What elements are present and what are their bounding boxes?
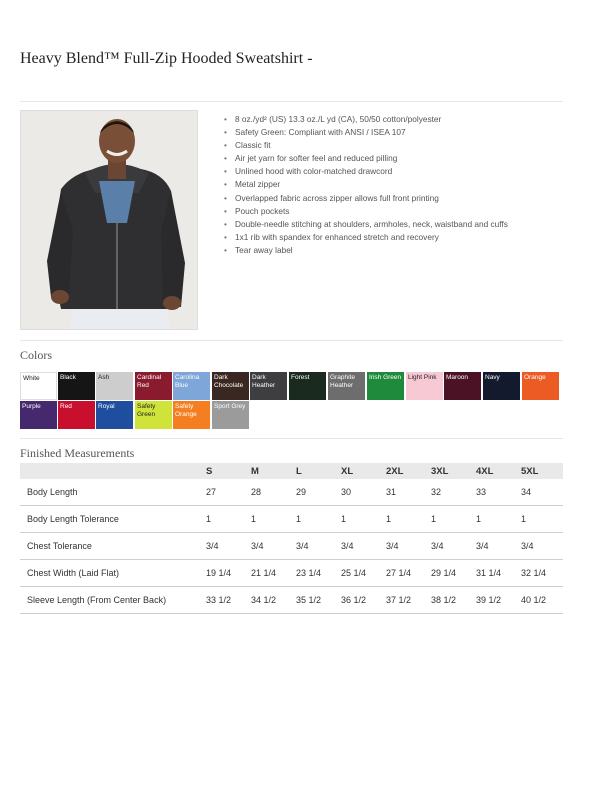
table-row bbox=[20, 479, 563, 506]
table-cell: 1 bbox=[335, 506, 380, 533]
table-cell: 33 bbox=[470, 479, 515, 506]
swatch-label: Safety Green bbox=[137, 403, 156, 418]
table-cell: 39 1/2 bbox=[470, 587, 515, 614]
feature-item: • Tear away label bbox=[224, 245, 534, 256]
row-label: Body Length bbox=[20, 479, 200, 506]
color-swatch[interactable] bbox=[367, 372, 404, 400]
table-cell: 1 bbox=[290, 506, 335, 533]
table-cell: 32 1/4 bbox=[515, 560, 563, 587]
swatch-label: Black bbox=[60, 374, 76, 381]
color-swatch[interactable] bbox=[522, 372, 559, 400]
color-swatch[interactable] bbox=[444, 372, 481, 400]
table-cell: 30 bbox=[335, 479, 380, 506]
color-swatch[interactable] bbox=[250, 372, 287, 400]
color-swatch[interactable] bbox=[96, 401, 133, 429]
table-cell: 1 bbox=[380, 506, 425, 533]
color-swatch[interactable] bbox=[96, 372, 133, 400]
measurements-heading: Finished Measurements bbox=[20, 446, 135, 460]
color-swatch[interactable] bbox=[58, 401, 95, 429]
size-header: L bbox=[290, 463, 335, 479]
color-swatch[interactable] bbox=[58, 372, 95, 400]
swatch-label: Dark Chocolate bbox=[214, 374, 244, 389]
table-row bbox=[20, 506, 563, 533]
color-swatch[interactable] bbox=[212, 401, 249, 429]
color-swatch[interactable] bbox=[20, 372, 57, 400]
color-swatch[interactable] bbox=[20, 401, 57, 429]
colors-heading: Colors bbox=[20, 348, 53, 362]
swatch-label: Maroon bbox=[446, 374, 469, 381]
row-label: Sleeve Length (From Center Back) bbox=[20, 587, 200, 614]
table-cell: 27 bbox=[200, 479, 245, 506]
product-photo bbox=[20, 110, 198, 330]
swatch-label: Safety Orange bbox=[175, 403, 197, 418]
color-swatch[interactable] bbox=[483, 372, 520, 400]
color-swatch[interactable] bbox=[173, 401, 210, 429]
table-cell: 1 bbox=[515, 506, 563, 533]
table-row bbox=[20, 587, 563, 614]
swatch-label: Purple bbox=[22, 403, 41, 410]
color-swatch[interactable] bbox=[135, 372, 172, 400]
table-cell: 29 bbox=[290, 479, 335, 506]
swatch-label: Forest bbox=[291, 374, 310, 381]
size-header: 2XL bbox=[380, 463, 425, 479]
product-title: Heavy Blend™ Full-Zip Hooded Sweatshirt - bbox=[20, 50, 313, 67]
color-swatch[interactable] bbox=[289, 372, 326, 400]
swatch-label: White bbox=[23, 375, 40, 382]
table-cell: 1 bbox=[200, 506, 245, 533]
table-cell: 3/4 bbox=[335, 533, 380, 560]
table-cell: 3/4 bbox=[380, 533, 425, 560]
swatch-label: Cardinal Red bbox=[137, 374, 162, 389]
row-label: Body Length Tolerance bbox=[20, 506, 200, 533]
divider bbox=[20, 340, 563, 341]
feature-item: • Classic fit bbox=[224, 140, 534, 151]
table-cell: 33 1/2 bbox=[200, 587, 245, 614]
table-cell: 23 1/4 bbox=[290, 560, 335, 587]
feature-item: • 1x1 rib with spandex for enhanced stretch and recovery bbox=[224, 232, 534, 243]
table-cell: 3/4 bbox=[290, 533, 335, 560]
size-header: XL bbox=[335, 463, 380, 479]
size-header: S bbox=[200, 463, 245, 479]
table-cell: 1 bbox=[470, 506, 515, 533]
feature-item: • Metal zipper bbox=[224, 179, 534, 190]
table-cell: 28 bbox=[245, 479, 290, 506]
swatch-label: Navy bbox=[485, 374, 500, 381]
feature-list bbox=[224, 114, 534, 258]
row-label: Chest Width (Laid Flat) bbox=[20, 560, 200, 587]
table-cell: 37 1/2 bbox=[380, 587, 425, 614]
swatch-label: Red bbox=[60, 403, 72, 410]
swatch-label: Ash bbox=[98, 374, 110, 381]
model-illustration bbox=[21, 111, 198, 330]
table-cell: 32 bbox=[425, 479, 470, 506]
table-cell: 35 1/2 bbox=[290, 587, 335, 614]
header-cell-empty bbox=[20, 463, 200, 479]
table-cell: 29 1/4 bbox=[425, 560, 470, 587]
swatch-label: Sport Grey bbox=[214, 403, 246, 410]
table-row bbox=[20, 533, 563, 560]
table-cell: 3/4 bbox=[515, 533, 563, 560]
swatch-label: Orange bbox=[524, 374, 546, 381]
feature-item: • Double-needle stitching at shoulders, armholes, neck, waistband and cuffs bbox=[224, 219, 534, 230]
table-cell: 25 1/4 bbox=[335, 560, 380, 587]
color-swatch[interactable] bbox=[328, 372, 365, 400]
table-cell: 1 bbox=[245, 506, 290, 533]
color-swatch[interactable] bbox=[135, 401, 172, 429]
measurements-table bbox=[20, 463, 563, 614]
table-cell: 34 1/2 bbox=[245, 587, 290, 614]
swatch-label: Irish Green bbox=[369, 374, 402, 381]
table-cell: 3/4 bbox=[245, 533, 290, 560]
swatch-label: Carolina Blue bbox=[175, 374, 200, 389]
table-cell: 31 bbox=[380, 479, 425, 506]
table-cell: 40 1/2 bbox=[515, 587, 563, 614]
feature-item: • Pouch pockets bbox=[224, 206, 534, 217]
table-cell: 3/4 bbox=[470, 533, 515, 560]
swatch-label: Graphite Heather bbox=[330, 374, 355, 389]
table-cell: 36 1/2 bbox=[335, 587, 380, 614]
color-swatch[interactable] bbox=[406, 372, 443, 400]
size-header: M bbox=[245, 463, 290, 479]
feature-item: • 8 oz./yd² (US) 13.3 oz./L yd (CA), 50/50 cotton/polyester bbox=[224, 114, 534, 125]
swatch-label: Royal bbox=[98, 403, 115, 410]
table-row bbox=[20, 560, 563, 587]
size-header: 4XL bbox=[470, 463, 515, 479]
color-swatch[interactable] bbox=[212, 372, 249, 400]
swatch-label: Light Pink bbox=[408, 374, 437, 381]
color-swatch[interactable] bbox=[173, 372, 210, 400]
size-header: 3XL bbox=[425, 463, 470, 479]
divider bbox=[20, 101, 563, 102]
table-cell: 38 1/2 bbox=[425, 587, 470, 614]
row-label: Chest Tolerance bbox=[20, 533, 200, 560]
feature-item: • Unlined hood with color-matched drawcord bbox=[224, 166, 534, 177]
feature-item: • Air jet yarn for softer feel and reduced pilling bbox=[224, 153, 534, 164]
table-cell: 19 1/4 bbox=[200, 560, 245, 587]
table-cell: 27 1/4 bbox=[380, 560, 425, 587]
table-header-row bbox=[20, 463, 563, 479]
feature-item: • Safety Green: Compliant with ANSI / ISEA 107 bbox=[224, 127, 534, 138]
table-cell: 31 1/4 bbox=[470, 560, 515, 587]
divider bbox=[20, 438, 563, 439]
table-cell: 3/4 bbox=[425, 533, 470, 560]
table-cell: 34 bbox=[515, 479, 563, 506]
table-cell: 3/4 bbox=[200, 533, 245, 560]
size-header: 5XL bbox=[515, 463, 563, 479]
feature-item: • Overlapped fabric across zipper allows full front printing bbox=[224, 193, 534, 204]
swatch-label: Dark Heather bbox=[252, 374, 276, 389]
table-cell: 1 bbox=[425, 506, 470, 533]
table-cell: 21 1/4 bbox=[245, 560, 290, 587]
